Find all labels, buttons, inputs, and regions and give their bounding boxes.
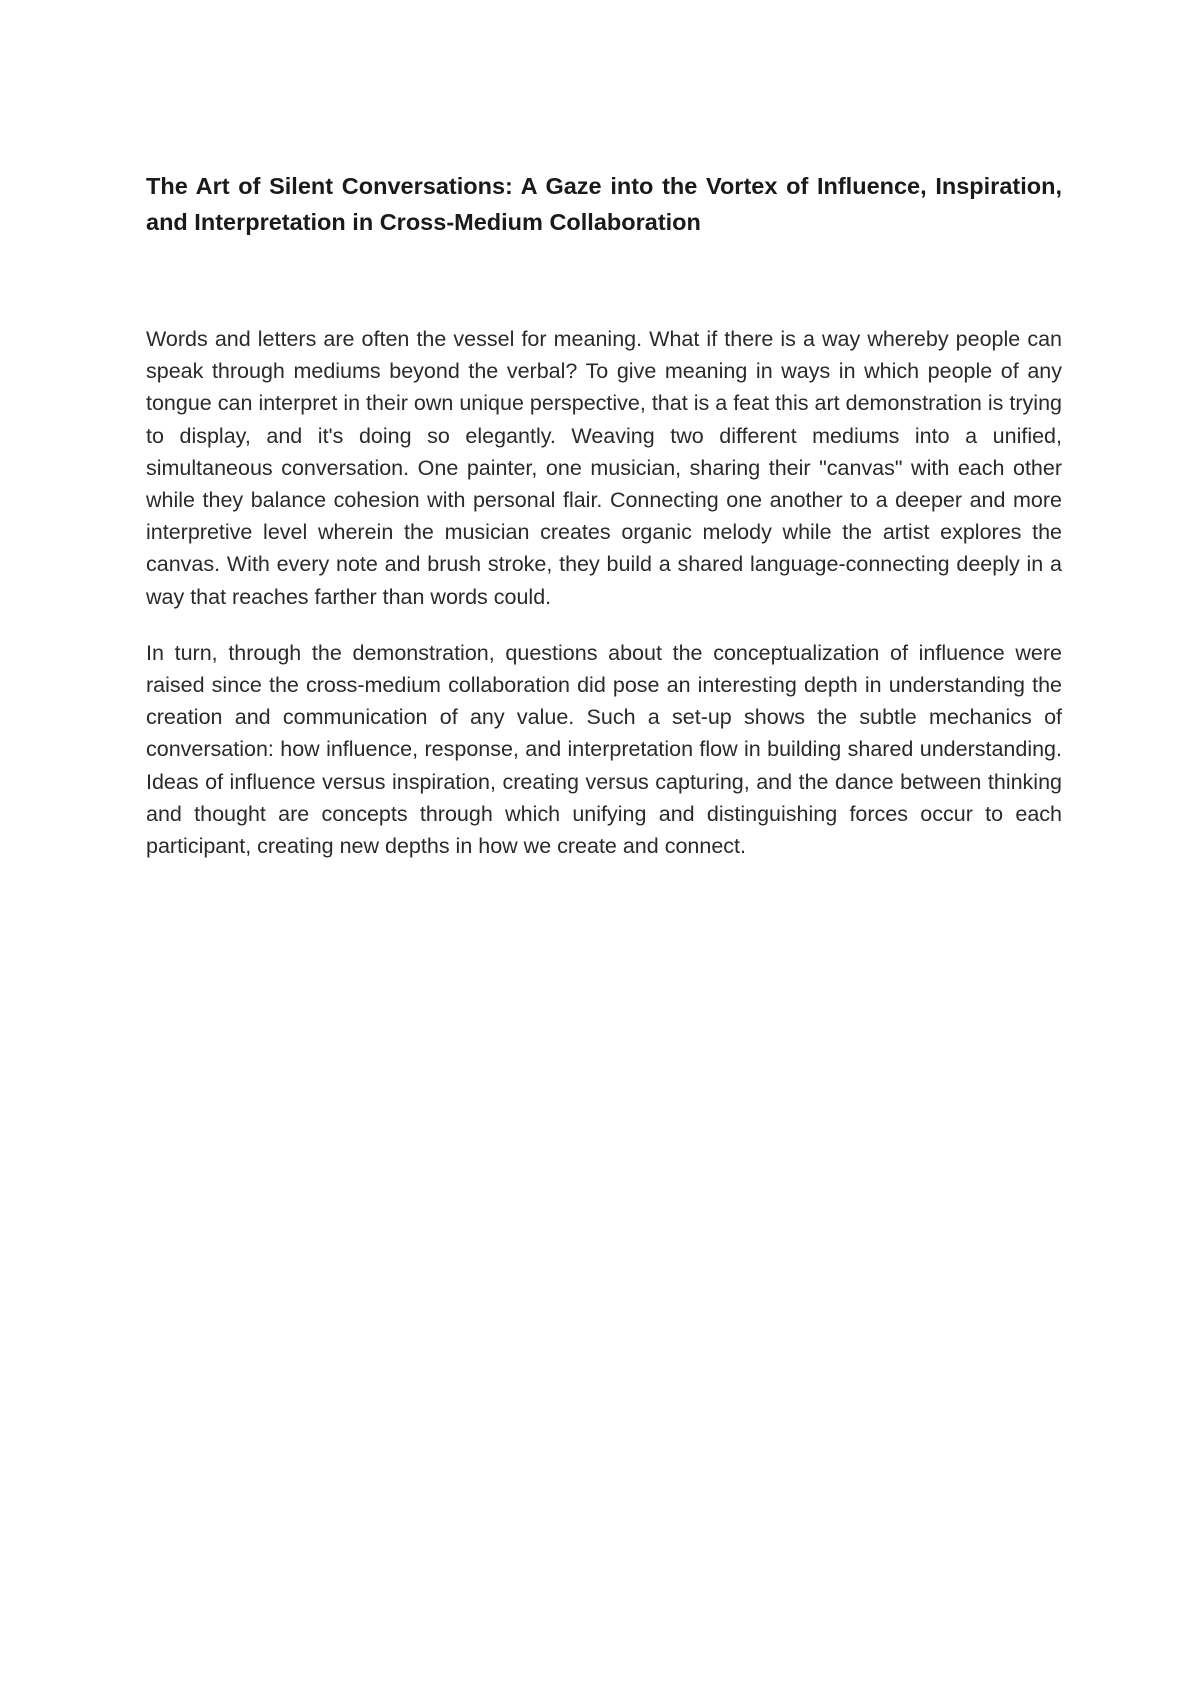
body-paragraph-1: Words and letters are often the vessel for meaning. What if there is a way whereby people can speak through mediums beyond the verbal? To give meaning in ways in which people of any tongue can interpret in their own unique perspective, that is a feat this art demonstration is trying to display, and it's doing so elegantly. Weaving two different mediums into a unified, simultaneous conversation. One painter, one musician, sharing their "canvas" with each other while they balance cohesion with personal flair. Connecting one another to a deeper and more interpretive level wherein the musician creates organic melody while the artist explores the canvas. With every note and brush stroke, they build a shared language-connecting deeply in a way that reaches farther than words could.: [146, 327, 1062, 609]
document-title: The Art of Silent Conversations: A Gaze into the Vortex of Influence, Inspiration, and Interpretation in Cross-Medium Collaboration: [146, 173, 1062, 235]
body-paragraph-2: In turn, through the demonstration, questions about the conceptualization of influence were raised since the cross-medium collaboration did pose an interesting depth in understanding the creation and communication of any value. Such a set-up shows the subtle mechanics of conversation: how influence, response, and interpretation flow in building shared understanding. Ideas of influence versus inspiration, creating versus capturing, and the dance between thinking and thought are concepts through which unifying and distinguishing forces occur to each participant, creating new depths in how we create and connect.: [146, 640, 1062, 859]
document-content: [146, 168, 1062, 862]
